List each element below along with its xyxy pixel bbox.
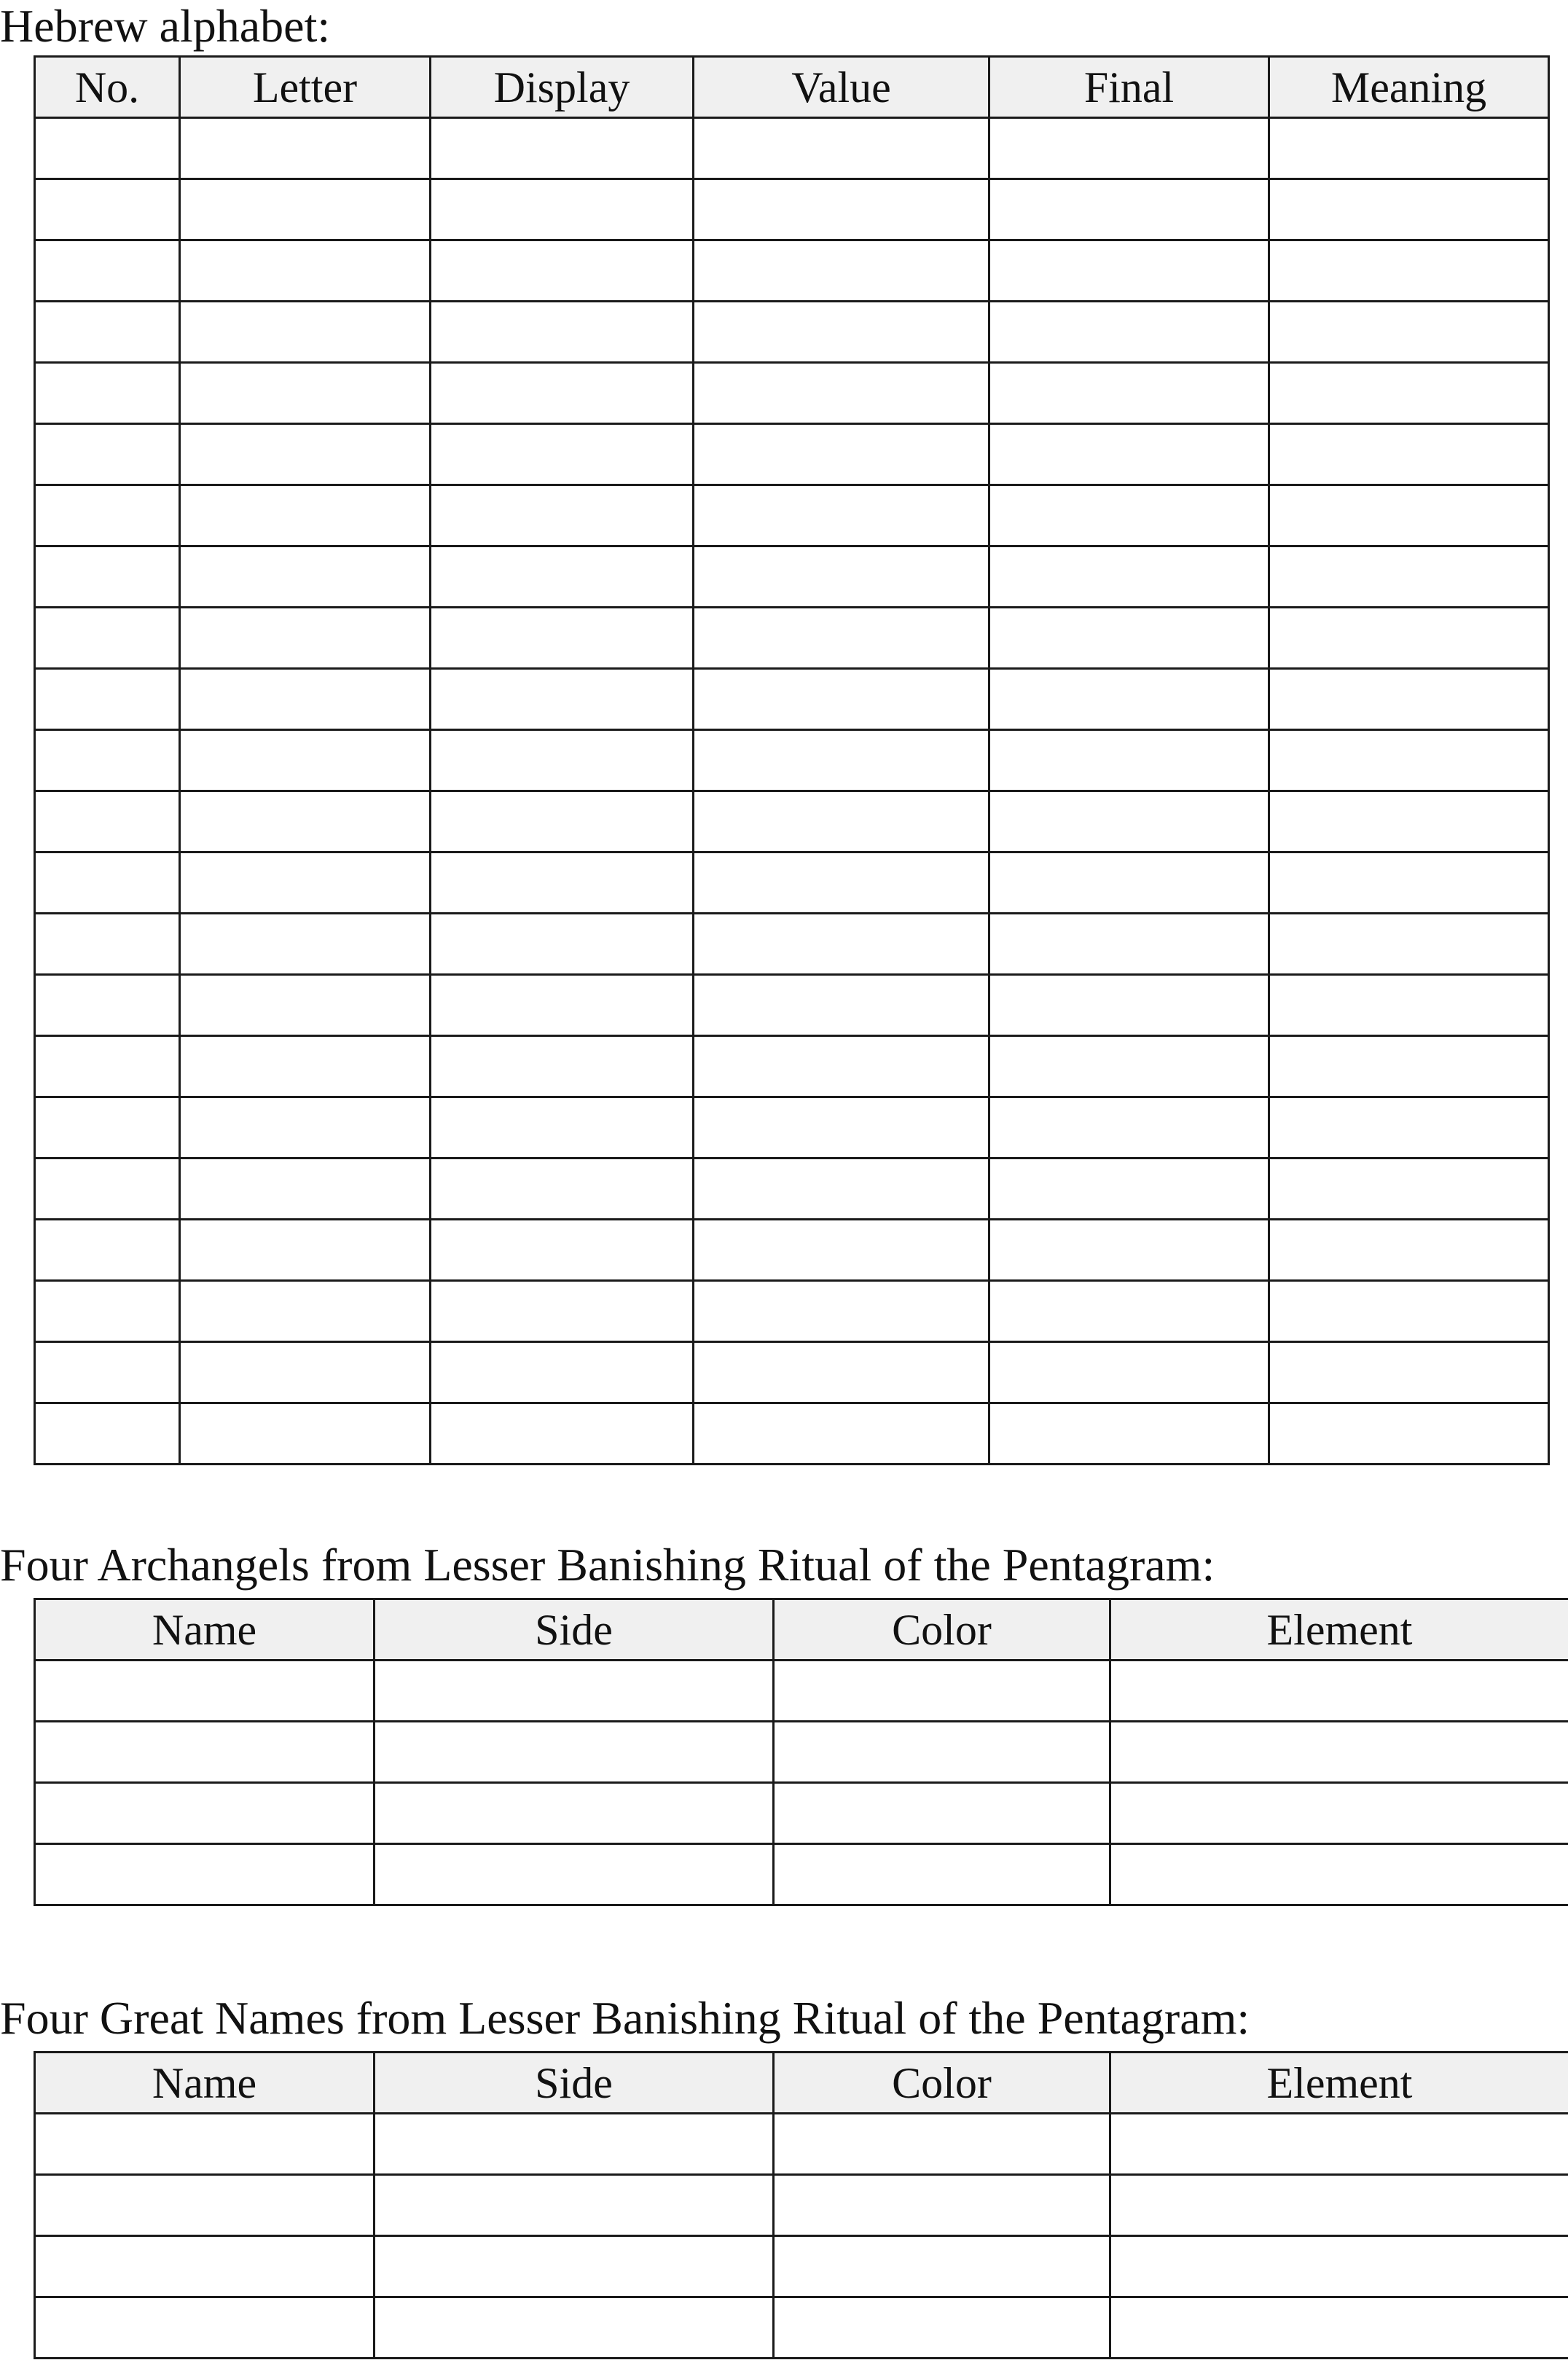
header-row [35, 57, 1549, 118]
blank-cell-side[interactable] [375, 1661, 774, 1722]
blank-cell-no[interactable] [35, 240, 180, 302]
blank-cell-element[interactable] [1110, 1844, 1568, 1905]
blank-cell-meaning[interactable] [1269, 179, 1549, 240]
blank-cell-final[interactable] [989, 1097, 1269, 1159]
table-body [35, 2114, 1568, 2359]
blank-cell-display[interactable] [431, 1342, 694, 1403]
blank-cell-name[interactable] [35, 1661, 375, 1722]
table-row [35, 2175, 1568, 2236]
blank-cell-meaning[interactable] [1269, 1342, 1549, 1403]
column-header-letter: Letter [180, 57, 431, 118]
blank-cell-side[interactable] [375, 2236, 774, 2297]
table-row [35, 424, 1549, 485]
blank-cell-no[interactable] [35, 975, 180, 1036]
table-row [35, 1036, 1549, 1097]
blank-cell-final[interactable] [989, 240, 1269, 302]
blank-cell-color[interactable] [774, 2175, 1110, 2236]
blank-cell-color[interactable] [774, 1844, 1110, 1905]
blank-cell-value[interactable] [694, 914, 989, 975]
column-header-element: Element [1110, 2053, 1568, 2114]
blank-cell-no[interactable] [35, 791, 180, 852]
blank-cell-letter[interactable] [180, 179, 431, 240]
blank-cell-element[interactable] [1110, 2236, 1568, 2297]
blank-cell-no[interactable] [35, 1159, 180, 1220]
table-row [35, 730, 1549, 791]
blank-cell-letter[interactable] [180, 363, 431, 424]
blank-cell-value[interactable] [694, 363, 989, 424]
blank-cell-no[interactable] [35, 1097, 180, 1159]
blank-cell-letter[interactable] [180, 240, 431, 302]
blank-cell-side[interactable] [375, 2297, 774, 2359]
blank-cell-element[interactable] [1110, 1661, 1568, 1722]
blank-cell-meaning[interactable] [1269, 669, 1549, 730]
blank-cell-final[interactable] [989, 730, 1269, 791]
blank-cell-meaning[interactable] [1269, 1036, 1549, 1097]
blank-cell-display[interactable] [431, 730, 694, 791]
blank-cell-element[interactable] [1110, 2297, 1568, 2359]
blank-cell-no[interactable] [35, 852, 180, 914]
blank-cell-meaning[interactable] [1269, 791, 1549, 852]
column-header-value: Value [694, 57, 989, 118]
blank-cell-meaning[interactable] [1269, 608, 1549, 669]
blank-cell-display[interactable] [431, 608, 694, 669]
blank-cell-display[interactable] [431, 975, 694, 1036]
blank-cell-no[interactable] [35, 302, 180, 363]
blank-cell-name[interactable] [35, 1844, 375, 1905]
blank-cell-letter[interactable] [180, 730, 431, 791]
blank-cell-no[interactable] [35, 608, 180, 669]
table-row [35, 791, 1549, 852]
blank-cell-value[interactable] [694, 1036, 989, 1097]
archangels-table [34, 1598, 1568, 1906]
blank-cell-element[interactable] [1110, 1783, 1568, 1844]
blank-cell-letter[interactable] [180, 1220, 431, 1281]
blank-cell-display[interactable] [431, 546, 694, 608]
blank-cell-letter[interactable] [180, 914, 431, 975]
column-header-meaning: Meaning [1269, 57, 1549, 118]
table-body [35, 1661, 1568, 1905]
blank-cell-meaning[interactable] [1269, 240, 1549, 302]
blank-cell-letter[interactable] [180, 118, 431, 179]
blank-cell-letter[interactable] [180, 1342, 431, 1403]
table-row [35, 1844, 1568, 1905]
blank-cell-no[interactable] [35, 179, 180, 240]
column-header-element: Element [1110, 1599, 1568, 1661]
blank-cell-final[interactable] [989, 302, 1269, 363]
blank-cell-final[interactable] [989, 1220, 1269, 1281]
blank-cell-value[interactable] [694, 302, 989, 363]
blank-cell-value[interactable] [694, 1097, 989, 1159]
table-row [35, 485, 1549, 546]
blank-cell-meaning[interactable] [1269, 730, 1549, 791]
blank-cell-no[interactable] [35, 730, 180, 791]
blank-cell-value[interactable] [694, 730, 989, 791]
blank-cell-no[interactable] [35, 485, 180, 546]
table-row [35, 1159, 1549, 1220]
archangels-title: Four Archangels from Lesser Banishing Ritual of the Pentagram: [0, 1539, 1215, 1591]
blank-cell-element[interactable] [1110, 2175, 1568, 2236]
blank-cell-value[interactable] [694, 608, 989, 669]
blank-cell-meaning[interactable] [1269, 424, 1549, 485]
blank-cell-meaning[interactable] [1269, 302, 1549, 363]
blank-cell-value[interactable] [694, 1159, 989, 1220]
blank-cell-final[interactable] [989, 914, 1269, 975]
blank-cell-meaning[interactable] [1269, 118, 1549, 179]
blank-cell-display[interactable] [431, 1281, 694, 1342]
blank-cell-side[interactable] [375, 2114, 774, 2175]
blank-cell-no[interactable] [35, 118, 180, 179]
blank-cell-meaning[interactable] [1269, 1159, 1549, 1220]
blank-cell-final[interactable] [989, 608, 1269, 669]
blank-cell-value[interactable] [694, 1403, 989, 1465]
blank-cell-no[interactable] [35, 424, 180, 485]
table-row [35, 914, 1549, 975]
blank-cell-meaning[interactable] [1269, 1281, 1549, 1342]
blank-cell-no[interactable] [35, 1220, 180, 1281]
blank-cell-letter[interactable] [180, 546, 431, 608]
column-header-name: Name [35, 2053, 375, 2114]
blank-cell-display[interactable] [431, 179, 694, 240]
blank-cell-value[interactable] [694, 669, 989, 730]
blank-cell-value[interactable] [694, 485, 989, 546]
blank-cell-value[interactable] [694, 852, 989, 914]
blank-cell-letter[interactable] [180, 1036, 431, 1097]
column-header-side: Side [375, 1599, 774, 1661]
blank-cell-letter[interactable] [180, 1097, 431, 1159]
table-row [35, 1097, 1549, 1159]
column-header-name: Name [35, 1599, 375, 1661]
column-header-color: Color [774, 1599, 1110, 1661]
blank-cell-color[interactable] [774, 1661, 1110, 1722]
table-row [35, 608, 1549, 669]
header-row [35, 2053, 1568, 2114]
header-row [35, 1599, 1568, 1661]
hebrew-alphabet-title: Hebrew alphabet: [0, 0, 331, 52]
blank-cell-final[interactable] [989, 1159, 1269, 1220]
blank-cell-element[interactable] [1110, 1722, 1568, 1783]
blank-cell-meaning[interactable] [1269, 1403, 1549, 1465]
blank-cell-no[interactable] [35, 1403, 180, 1465]
blank-cell-value[interactable] [694, 240, 989, 302]
hebrew-alphabet-table [34, 55, 1550, 1465]
table-row [35, 118, 1549, 179]
blank-cell-color[interactable] [774, 2114, 1110, 2175]
table-row [35, 302, 1549, 363]
blank-cell-name[interactable] [35, 2297, 375, 2359]
table-body [35, 118, 1549, 1465]
blank-cell-no[interactable] [35, 669, 180, 730]
blank-cell-display[interactable] [431, 1036, 694, 1097]
column-header-display: Display [431, 57, 694, 118]
blank-cell-color[interactable] [774, 2236, 1110, 2297]
blank-cell-display[interactable] [431, 852, 694, 914]
blank-cell-display[interactable] [431, 485, 694, 546]
blank-cell-value[interactable] [694, 1220, 989, 1281]
column-header-color: Color [774, 2053, 1110, 2114]
blank-cell-final[interactable] [989, 179, 1269, 240]
table-row [35, 1220, 1549, 1281]
blank-cell-meaning[interactable] [1269, 546, 1549, 608]
blank-cell-meaning[interactable] [1269, 363, 1549, 424]
table-row [35, 1403, 1549, 1465]
blank-cell-display[interactable] [431, 1159, 694, 1220]
table-row [35, 1783, 1568, 1844]
blank-cell-value[interactable] [694, 1281, 989, 1342]
table-row [35, 546, 1549, 608]
blank-cell-value[interactable] [694, 179, 989, 240]
blank-cell-side[interactable] [375, 1844, 774, 1905]
table-row [35, 1722, 1568, 1783]
blank-cell-final[interactable] [989, 485, 1269, 546]
blank-cell-letter[interactable] [180, 975, 431, 1036]
blank-cell-final[interactable] [989, 975, 1269, 1036]
blank-cell-display[interactable] [431, 424, 694, 485]
blank-cell-value[interactable] [694, 118, 989, 179]
blank-cell-color[interactable] [774, 1722, 1110, 1783]
blank-cell-final[interactable] [989, 1036, 1269, 1097]
column-header-side: Side [375, 2053, 774, 2114]
table-row [35, 1661, 1568, 1722]
blank-cell-meaning[interactable] [1269, 485, 1549, 546]
blank-cell-value[interactable] [694, 546, 989, 608]
blank-cell-display[interactable] [431, 791, 694, 852]
table-row [35, 2297, 1568, 2359]
blank-cell-letter[interactable] [180, 424, 431, 485]
great-names-table [34, 2051, 1568, 2359]
table-row [35, 363, 1549, 424]
blank-cell-display[interactable] [431, 118, 694, 179]
blank-cell-letter[interactable] [180, 1403, 431, 1465]
blank-cell-no[interactable] [35, 546, 180, 608]
blank-cell-final[interactable] [989, 363, 1269, 424]
blank-cell-side[interactable] [375, 1722, 774, 1783]
blank-cell-name[interactable] [35, 1783, 375, 1844]
blank-cell-final[interactable] [989, 546, 1269, 608]
table-row [35, 852, 1549, 914]
blank-cell-final[interactable] [989, 118, 1269, 179]
table-row [35, 1281, 1549, 1342]
blank-cell-side[interactable] [375, 1783, 774, 1844]
column-header-final: Final [989, 57, 1269, 118]
blank-cell-color[interactable] [774, 1783, 1110, 1844]
blank-cell-final[interactable] [989, 1403, 1269, 1465]
blank-cell-letter[interactable] [180, 485, 431, 546]
blank-cell-meaning[interactable] [1269, 975, 1549, 1036]
blank-cell-letter[interactable] [180, 852, 431, 914]
blank-cell-value[interactable] [694, 975, 989, 1036]
blank-cell-name[interactable] [35, 1722, 375, 1783]
great-names-title: Four Great Names from Lesser Banishing Ritual of the Pentagram: [0, 1992, 1250, 2044]
blank-cell-meaning[interactable] [1269, 1220, 1549, 1281]
blank-cell-no[interactable] [35, 1036, 180, 1097]
blank-cell-final[interactable] [989, 424, 1269, 485]
blank-cell-final[interactable] [989, 1281, 1269, 1342]
table-row [35, 2236, 1568, 2297]
blank-cell-element[interactable] [1110, 2114, 1568, 2175]
blank-cell-display[interactable] [431, 240, 694, 302]
table-row [35, 240, 1549, 302]
table-row [35, 179, 1549, 240]
blank-cell-final[interactable] [989, 669, 1269, 730]
blank-cell-display[interactable] [431, 1403, 694, 1465]
blank-cell-letter[interactable] [180, 791, 431, 852]
blank-cell-name[interactable] [35, 2236, 375, 2297]
table-row [35, 975, 1549, 1036]
blank-cell-no[interactable] [35, 1281, 180, 1342]
blank-cell-display[interactable] [431, 669, 694, 730]
blank-cell-final[interactable] [989, 852, 1269, 914]
table-row [35, 669, 1549, 730]
blank-cell-display[interactable] [431, 363, 694, 424]
blank-cell-meaning[interactable] [1269, 1097, 1549, 1159]
blank-cell-letter[interactable] [180, 669, 431, 730]
blank-cell-side[interactable] [375, 2175, 774, 2236]
table-row [35, 1342, 1549, 1403]
blank-cell-letter[interactable] [180, 1159, 431, 1220]
blank-cell-name[interactable] [35, 2114, 375, 2175]
blank-cell-display[interactable] [431, 302, 694, 363]
blank-cell-color[interactable] [774, 2297, 1110, 2359]
blank-cell-final[interactable] [989, 1342, 1269, 1403]
blank-cell-no[interactable] [35, 914, 180, 975]
table-row [35, 2114, 1568, 2175]
column-header-no: No. [35, 57, 180, 118]
blank-cell-letter[interactable] [180, 302, 431, 363]
blank-cell-no[interactable] [35, 1342, 180, 1403]
blank-cell-letter[interactable] [180, 1281, 431, 1342]
blank-cell-value[interactable] [694, 791, 989, 852]
blank-cell-meaning[interactable] [1269, 852, 1549, 914]
blank-cell-meaning[interactable] [1269, 914, 1549, 975]
blank-cell-display[interactable] [431, 914, 694, 975]
blank-cell-value[interactable] [694, 1342, 989, 1403]
blank-cell-display[interactable] [431, 1097, 694, 1159]
blank-cell-no[interactable] [35, 363, 180, 424]
blank-cell-final[interactable] [989, 791, 1269, 852]
blank-cell-display[interactable] [431, 1220, 694, 1281]
blank-cell-name[interactable] [35, 2175, 375, 2236]
blank-cell-letter[interactable] [180, 608, 431, 669]
blank-cell-value[interactable] [694, 424, 989, 485]
